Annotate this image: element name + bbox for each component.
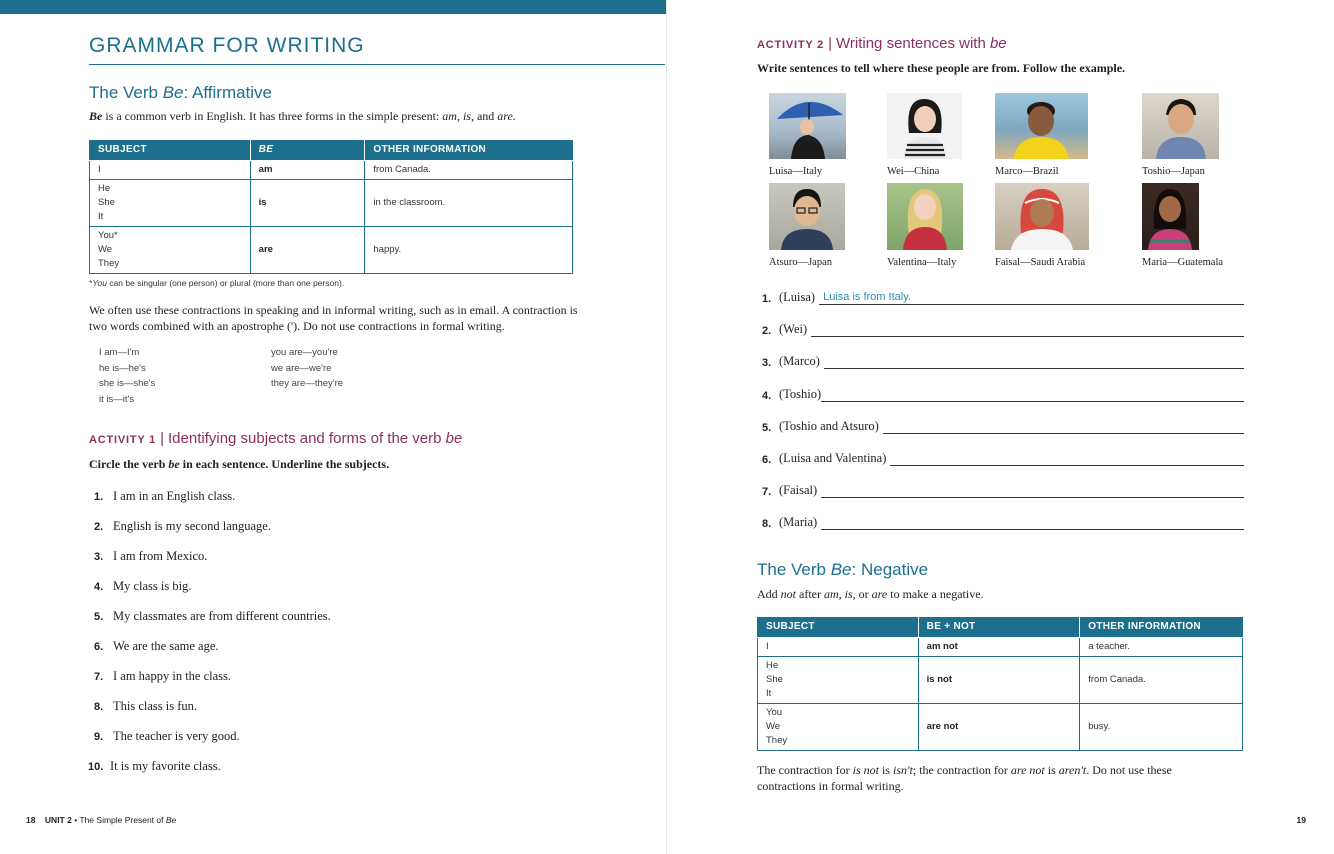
table-row: You* We They are happy. (90, 226, 573, 273)
answer-line[interactable] (883, 420, 1244, 434)
caption: Valentina—Italy (887, 257, 957, 268)
activity-1-item: 4. My class is big. (94, 579, 192, 593)
answer-line[interactable] (821, 484, 1244, 498)
table-footnote: *You can be singular (one person) or plural (more than one person). (89, 278, 345, 288)
activity-1-heading: ACTIVITY 1 | Identifying subjects and forms of the verb be (89, 430, 463, 447)
photo-luisa (769, 93, 846, 159)
caption: Wei—China (887, 166, 940, 177)
table-header-subject: SUBJECT (90, 140, 251, 160)
write-item-4: 4. (Toshio) (762, 384, 1244, 402)
answer-line[interactable] (811, 323, 1244, 337)
activity-1-item: 6. We are the same age. (94, 639, 219, 653)
negative-intro: Add not after am, is, or are to make a negative. (757, 587, 984, 601)
caption: Toshio—Japan (1142, 166, 1205, 177)
man-glasses-portrait-icon (769, 183, 845, 250)
table-header-info: OTHER INFORMATION (1080, 617, 1243, 637)
contractions-list-right: you are—you're we are—we're they are—they're (271, 347, 344, 389)
answer-line[interactable] (821, 516, 1244, 530)
example-answer: Luisa is from Italy. (823, 291, 911, 303)
table-header-info: OTHER INFORMATION (365, 140, 573, 160)
write-item-2: 2. (Wei) (762, 319, 1244, 337)
affirmative-heading: The Verb Be: Affirmative (89, 83, 273, 102)
caption: Luisa—Italy (769, 166, 823, 177)
man-portrait-icon (995, 93, 1088, 159)
caption: Atsuro—Japan (769, 257, 832, 268)
table-header-be-not: BE + NOT (918, 617, 1080, 637)
write-item-6: 6. (Luisa and Valentina) (762, 448, 1244, 466)
activity-1-item: 10. It is my favorite class. (88, 759, 221, 773)
activity-2-heading: ACTIVITY 2 | Writing sentences with be (757, 35, 1007, 52)
photo-toshio (1142, 93, 1219, 159)
activity-1-item: 3. I am from Mexico. (94, 549, 208, 563)
table-row: I am not a teacher. (758, 637, 1243, 656)
activity-1-item: 2. English is my second language. (94, 519, 271, 533)
affirmative-intro: Be is a common verb in English. It has three forms in the simple present: am, is, and are. (89, 109, 516, 123)
page-number: 19 (1296, 815, 1306, 825)
photo-atsuro (769, 183, 845, 250)
activity-1-item: 5. My classmates are from different countries. (94, 609, 331, 623)
photo-maria (1142, 183, 1199, 250)
caption: Maria—Guatemala (1142, 257, 1224, 268)
photo-marco (995, 93, 1088, 159)
answer-line[interactable] (819, 291, 1244, 305)
contractions-list-left: I am—I'm he is—he's she is—she's it is—it's (99, 347, 156, 405)
affirmative-table (89, 140, 573, 274)
table-row: He She It is not from Canada. (758, 656, 1243, 703)
answer-line[interactable] (824, 355, 1244, 369)
write-item-1: 1. (Luisa) Luisa is from Italy. (762, 287, 1244, 305)
header-color-bar (0, 0, 666, 14)
write-item-7: 7. (Faisal) (762, 480, 1244, 498)
negative-contraction-note: The contraction for is not is isn't; the contraction for are not is aren't. Do not use these contractions in formal writing. (757, 763, 1172, 793)
woman-portrait-icon (1142, 183, 1199, 250)
activity-1-item: 8. This class is fun. (94, 699, 198, 713)
negative-heading: The Verb Be: Negative (757, 560, 929, 579)
woman-portrait-icon (887, 93, 962, 159)
right-page (667, 0, 1334, 854)
activity-2-instruction: Write sentences to tell where these people are from. Follow the example. (757, 61, 1126, 75)
left-footer: 18 UNIT 2 • The Simple Present of Be (26, 815, 177, 825)
table-row: He She It is in the classroom. (90, 179, 573, 226)
man-keffiyeh-portrait-icon (995, 183, 1089, 250)
activity-1-item: 1. I am in an English class. (94, 489, 236, 503)
contraction-paragraph: We often use these contractions in speaking and in informal writing, such as in email. A contraction is two words combined with an apostrophe ('). Do not use contractions in formal writing. (89, 303, 578, 333)
caption: Marco—Brazil (995, 166, 1059, 177)
umbrella-person-icon (769, 93, 846, 159)
table-header-be: BE (250, 140, 365, 160)
table-row: I am from Canada. (90, 160, 573, 179)
write-item-8: 8. (Maria) (762, 512, 1244, 530)
section-title: GRAMMAR FOR WRITING (89, 34, 365, 57)
answer-line[interactable] (821, 388, 1244, 402)
man-portrait-icon (1142, 93, 1219, 159)
photo-valentina (887, 183, 963, 250)
caption: Faisal—Saudi Arabia (995, 257, 1086, 268)
photo-wei (887, 93, 962, 159)
activity-1-item: 9. The teacher is very good. (94, 729, 240, 743)
negative-table (757, 617, 1243, 751)
section-title-rule (89, 64, 665, 65)
page-number: 18 (26, 815, 36, 825)
answer-line[interactable] (890, 452, 1244, 466)
write-item-5: 5. (Toshio and Atsuro) (762, 416, 1244, 434)
table-header-subject: SUBJECT (758, 617, 919, 637)
activity-1-item: 7. I am happy in the class. (94, 669, 232, 683)
table-row: You We They are not busy. (758, 703, 1243, 750)
write-item-3: 3. (Marco) (762, 351, 1244, 369)
photo-faisal (995, 183, 1089, 250)
activity-1-instruction: Circle the verb be in each sentence. Underline the subjects. (89, 457, 390, 471)
woman-portrait-icon (887, 183, 963, 250)
